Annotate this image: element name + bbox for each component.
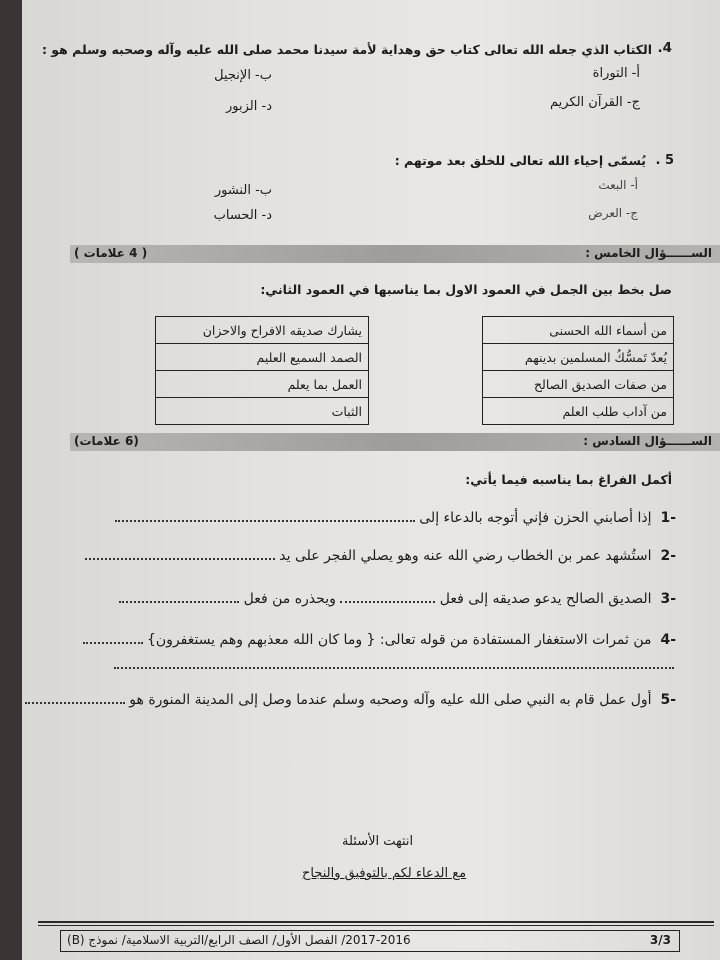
q5-option-b: ب- النشور <box>214 183 272 198</box>
end-of-questions: انتهت الأسئلة <box>342 834 414 849</box>
answer-blank[interactable] <box>25 701 125 704</box>
column2-item: يشارك صديقه الافراح والاحزان <box>156 317 369 344</box>
fill-item-5 <box>25 692 676 708</box>
footer-info: 2017-2016/ الفصل الأول/ الصف الرابع/التربية الاسلامية/ نموذج (B) <box>67 933 411 947</box>
section6-instruction: أكمل الفراغ بما يناسبه فيما يأتي: <box>465 472 672 487</box>
fill-item-number: -2 <box>660 548 676 564</box>
q4-text: الكتاب الذي جعله الله تعالى كتاب حق وهداية لأمة سيدنا محمد صلى الله عليه وآله وصحبه وسلم هو : <box>41 42 652 57</box>
fill-item-4 <box>83 632 677 648</box>
matching-column-1 <box>482 316 674 425</box>
column1-item: من أسماء الله الحسنى <box>483 317 674 344</box>
column1-item: من صفات الصديق الصالح <box>483 371 674 398</box>
page-number: 3/3 <box>649 933 671 947</box>
column2-item: العمل بما يعلم <box>156 371 369 398</box>
q5-option-a: أ- البعث <box>598 178 638 192</box>
fill-item-number: -1 <box>660 510 676 526</box>
section5-instruction: صل بخط بين الجمل في العمود الاول بما يناسبها في العمود الثاني: <box>260 282 672 297</box>
q5-option-c: ج- العرض <box>588 206 638 220</box>
fill-item-number: -3 <box>660 591 676 607</box>
closing-wish: مع الدعاء لكم بالتوفيق والنجاح <box>302 866 467 881</box>
q4-option-c: ج- القرآن الكريم <box>549 95 640 110</box>
column1-item: من آداب طلب العلم <box>483 398 674 425</box>
q4-option-d: د- الزبور <box>226 99 272 114</box>
fill-item-1 <box>115 510 676 526</box>
section5-header <box>70 245 720 263</box>
section5-marks: ( 4 علامات ) <box>74 246 148 260</box>
q4-option-a: أ- التوراة <box>592 66 640 81</box>
q4-number: 4. <box>657 40 672 56</box>
column1-item: يُعدّ تَمسُّكُ المسلمين بدينهم <box>483 344 674 371</box>
fill-item-text: أول عمل قام به النبي صلى الله عليه وآله وصحبه وسلم عندما وصل إلى المدينة المنورة هو <box>129 692 652 708</box>
fill-item-text: الصديق الصالح يدعو صديقه إلى فعل <box>439 591 652 607</box>
q5-option-d: د- الحساب <box>213 208 272 223</box>
exam-page <box>22 0 720 960</box>
column2-item: الثبات <box>156 398 369 425</box>
fill-item-number: -4 <box>660 632 676 648</box>
fill-item-text: من ثمرات الاستغفار المستفادة من قوله تعالى: { وما كان الله معذبهم وهم يستغفرون} <box>146 632 652 648</box>
answer-blank[interactable] <box>115 519 415 522</box>
answer-blank[interactable] <box>114 666 674 669</box>
divider <box>38 921 714 923</box>
answer-blank[interactable] <box>340 600 435 603</box>
q4-option-b: ب- الإنجيل <box>214 68 272 83</box>
section5-title: الســــــؤال الخامس : <box>585 246 712 260</box>
fill-item-text-mid: ويحذره من فعل <box>243 591 336 607</box>
column2-item: الصمد السميع العليم <box>156 344 369 371</box>
fill-item-text: إذا أصابني الحزن فإني أتوجه بالدعاء إلى <box>419 510 652 526</box>
footer-box <box>60 930 680 952</box>
answer-blank[interactable] <box>85 557 275 560</box>
section6-title: الســــــؤال السادس : <box>583 434 712 448</box>
section6-header <box>70 433 720 451</box>
fill-item-text: استُشهد عمر بن الخطاب رضي الله عنه وهو يصلي الفجر على يد <box>279 548 652 564</box>
fill-item-2 <box>85 548 676 564</box>
q5-number: 5 . <box>655 153 674 168</box>
answer-blank[interactable] <box>119 600 239 603</box>
divider <box>38 925 714 926</box>
matching-column-2 <box>155 316 369 425</box>
fill-item-number: -5 <box>660 692 676 708</box>
q5-text: يُسمّى إحياء الله تعالى للخلق بعد موتهم : <box>394 153 646 168</box>
section6-marks: (6 علامات) <box>74 434 139 448</box>
fill-item-3 <box>119 591 676 607</box>
answer-blank[interactable] <box>83 641 143 644</box>
